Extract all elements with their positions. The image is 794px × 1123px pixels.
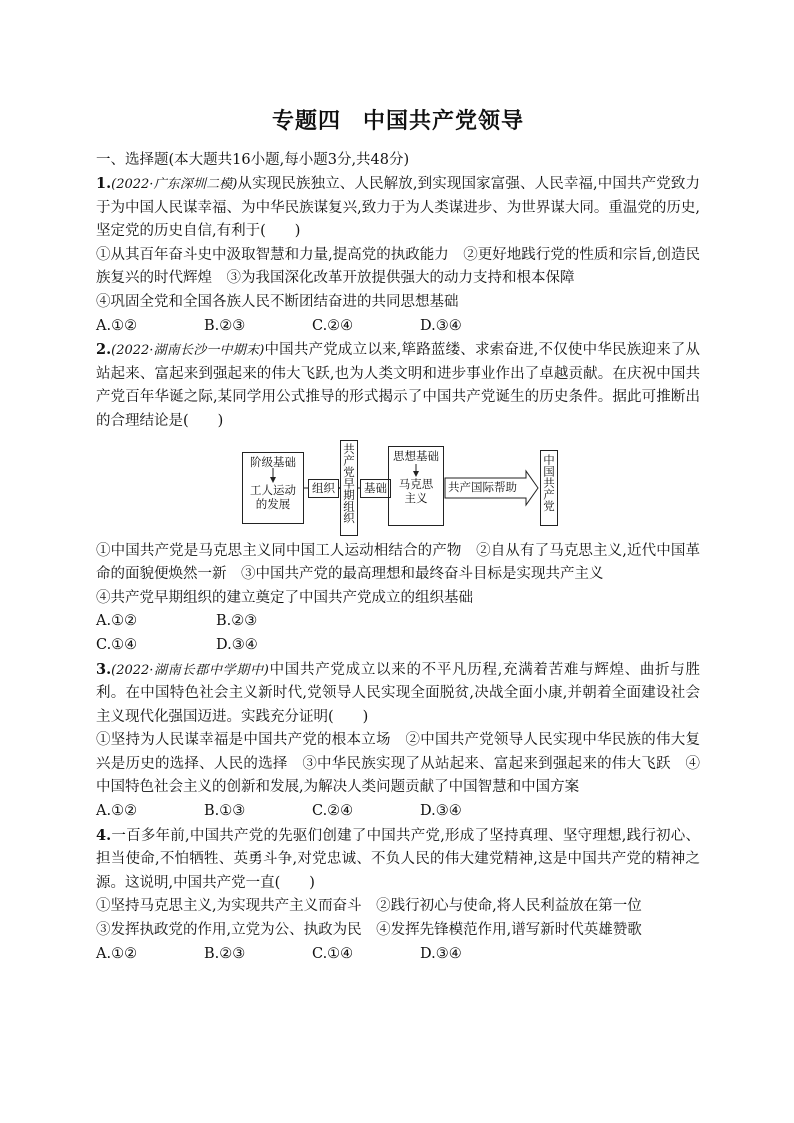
box-cpc (540, 450, 558, 526)
box2-text: 共产党早期组织 (342, 442, 356, 524)
question-source: (2022·广东深圳二模) (111, 177, 238, 192)
answer-options (96, 315, 700, 339)
label-comintern-help: 共产国际帮助 (448, 479, 517, 494)
box-early-party-orgs (340, 440, 358, 536)
answer-options-row-1 (96, 610, 700, 634)
label-organization: 组织 (308, 479, 339, 498)
box3-bottom-text: 马克思主义 (398, 476, 434, 505)
option-d[interactable]: D.③④ (420, 803, 462, 820)
box1-bottom-text: 工人运动的发展 (250, 482, 296, 511)
question-item: ④共产党早期组织的建立奠定了中国共产党成立的组织基础 (96, 589, 473, 606)
question-2: 2.(2022·湖南长沙一中期末)中国共产党成立以来,筚路蓝缕、求索奋进,不仅使中华民族迎来了从站起来、富起来到强起来的伟大飞跃,也为人类文明和进步事业作出了卓越贡献。在庆祝中国共产党百年华诞之际,某同学用公式推导的形式揭示了中国共产党诞生的历史条件。据此可推断出的合理结论是( ) 阶级基础 工人运动的发展 组织 共产党早期组织 基础 思想基础 马克思主义 共产国际帮助 中国共产党 ①中国共产党是马克思主义同中国工人运动相结合的产物 ②自从有了马克思主义,近代中国革命的面貌便焕然一新 ③中国共产党的最高理想和最终奋斗目标是实现共产主义 ④共产党早期组织的建立奠定了中国共产党成立的组织基础 A.①② B.②③ C.①④ D.③④ (96, 338, 700, 657)
option-d[interactable]: D.③④ (216, 636, 258, 653)
question-number: 1 (96, 175, 107, 192)
option-a[interactable]: A.①② (96, 945, 138, 962)
question-1: 1.(2022·广东深圳二模)从实现民族独立、人民解放,到实现国家富强、人民幸福,中国共产党致力于为中国人民谋幸福、为中华民族谋复兴,致力于为人类谋进步、为世界谋大同。重温党的历史,坚定党的历史自信,有利于( ) ①从其百年奋斗史中汲取智慧和力量,提高党的执政能力 ②更好地践行党的性质和宗旨,创造民族复兴的时代辉煌 ③为我国深化改革开放提供强大的动力支持和根本保障 ④巩固全党和全国各族人民不断团结奋进的共同思想基础 A.①② B.②③ C.②④ D.③④ (96, 172, 700, 338)
question-item: ①从其百年奋斗史中汲取智慧和力量,提高党的执政能力 ②更好地践行党的性质和宗旨,创造民族复兴的时代辉煌 ③为我国深化改革开放提供强大的动力支持和根本保障 (96, 246, 700, 287)
box1-top-text: 阶级基础 (250, 454, 296, 469)
answer-options (96, 800, 700, 824)
title-part-1: 专题四 (271, 109, 341, 134)
question-item: ④巩固全党和全国各族人民不断团结奋进的共同思想基础 (96, 293, 459, 310)
question-source: (2022·湖南长郡中学期中) (111, 662, 269, 678)
option-b[interactable]: B.②③ (204, 317, 246, 334)
question-stem: 中国共产党成立以来的不平凡历程,充满着苦难与辉煌、曲折与胜利。在中国特色社会主义新时代,党领导人民实现全面脱贫,决战全面小康,并朝着全面建设社会主义现代化强国迈进。实践充分证明( ) (96, 661, 700, 725)
question-stem: 中国共产党成立以来,筚路蓝缕、求索奋进,不仅使中华民族迎来了从站起来、富起来到强起来的伟大飞跃,也为人类文明和进步事业作出了卓越贡献。在庆祝中国共产党百年华诞之际,某同学用公式推导的形式揭示了中国共产党诞生的历史条件。据此可推断出的合理结论是( ) (96, 342, 700, 429)
option-d[interactable]: D.③④ (420, 945, 462, 962)
question-3: 3.(2022·湖南长郡中学期中)中国共产党成立以来的不平凡历程,充满着苦难与辉煌、曲折与胜利。在中国特色社会主义新时代,党领导人民实现全面脱贫,决战全面小康,并朝着全面建设社会主义现代化强国迈进。实践充分证明( ) ①坚持为人民谋幸福是中国共产党的根本立场 ②中国共产党领导人民实现中华民族的伟大复兴是历史的选择、人民的选择 ③中华民族实现了从站起来、富起来到强起来的伟大飞跃 ④中国特色社会主义的创新和发展,为解决人类问题贡献了中国智慧和中国方案 A.①② B.①③ C.②④ D.③④ (96, 658, 700, 824)
page (96, 104, 700, 966)
option-c[interactable]: C.②④ (312, 317, 354, 334)
question-number: 2 (96, 341, 107, 359)
option-b[interactable]: B.①③ (204, 803, 246, 820)
label-foundation: 基础 (360, 479, 391, 498)
option-c[interactable]: C.②④ (312, 803, 354, 820)
title-part-2: 中国共产党领导 (363, 109, 525, 134)
option-c[interactable]: C.①④ (96, 636, 138, 653)
question-stem: 一百多年前,中国共产党的先驱们创建了中国共产党,形成了坚持真理、坚守理想,践行初心、担当使命,不怕牺牲、英勇斗争,对党忠诚、不负人民的伟大建党精神,这是中国共产党的精神之源。这说明,中国共产党一直( ) (96, 827, 700, 891)
question-item: ①坚持为人民谋幸福是中国共产党的根本立场 ②中国共产党领导人民实现中华民族的伟大复兴是历史的选择、人民的选择 ③中华民族实现了从站起来、富起来到强起来的伟大飞跃 ④中国特色社会主义的创新和发展,为解决人类问题贡献了中国智慧和中国方案 (96, 732, 700, 796)
question-item: ①中国共产党是马克思主义同中国工人运动相结合的产物 ②自从有了马克思主义,近代中国革命的面貌便焕然一新 ③中国共产党的最高理想和最终奋斗目标是实现共产主义 (96, 542, 700, 583)
box-ideological-foundation (388, 446, 444, 526)
section-heading: 一、选择题(本大题共16小题,每小题3分,共48分) (96, 152, 410, 168)
option-d[interactable]: D.③④ (420, 317, 462, 334)
box3-top-text: 思想基础 (393, 448, 439, 463)
option-a[interactable]: A.①② (96, 803, 138, 820)
option-b[interactable]: B.②③ (216, 613, 258, 630)
box4-text: 中国共产党 (542, 453, 556, 512)
question-number: 4 (96, 826, 107, 844)
flow-diagram (96, 440, 700, 536)
answer-options-row-2 (96, 634, 700, 658)
option-a[interactable]: A.①② (96, 613, 138, 630)
question-item: ③发挥执政党的作用,立党为公、执政为民 ④发挥先锋模范作用,谱写新时代英雄赞歌 (96, 922, 642, 939)
option-c[interactable]: C.①④ (312, 945, 354, 962)
option-a[interactable]: A.①② (96, 317, 138, 334)
question-4: 4.一百多年前,中国共产党的先驱们创建了中国共产党,形成了坚持真理、坚守理想,践行初心、担当使命,不怕牺牲、英勇斗争,对党忠诚、不负人民的伟大建党精神,这是中国共产党的精神之源。这说明,中国共产党一直( ) ①坚持马克思主义,为实现共产主义而奋斗 ②践行初心与使命,将人民利益放在第一位 ③发挥执政党的作用,立党为公、执政为民 ④发挥先锋模范作用,谱写新时代英雄赞歌 A.①② B.②③ C.①④ D.③④ (96, 824, 700, 967)
page-title (96, 104, 700, 135)
question-item: ①坚持马克思主义,为实现共产主义而奋斗 ②践行初心与使命,将人民利益放在第一位 (96, 898, 642, 915)
box-class-foundation (242, 452, 304, 524)
question-source: (2022·湖南长沙一中期末) (111, 343, 265, 359)
question-stem: 从实现民族独立、人民解放,到实现国家富强、人民幸福,中国共产党致力于为中国人民谋幸福、为中华民族谋复兴,致力于为人类谋进步、为世界谋大同。重温党的历史,坚定党的历史自信,有利于( ) (96, 176, 700, 240)
question-number: 3 (96, 660, 107, 678)
option-b[interactable]: B.②③ (204, 945, 246, 962)
answer-options (96, 943, 700, 967)
